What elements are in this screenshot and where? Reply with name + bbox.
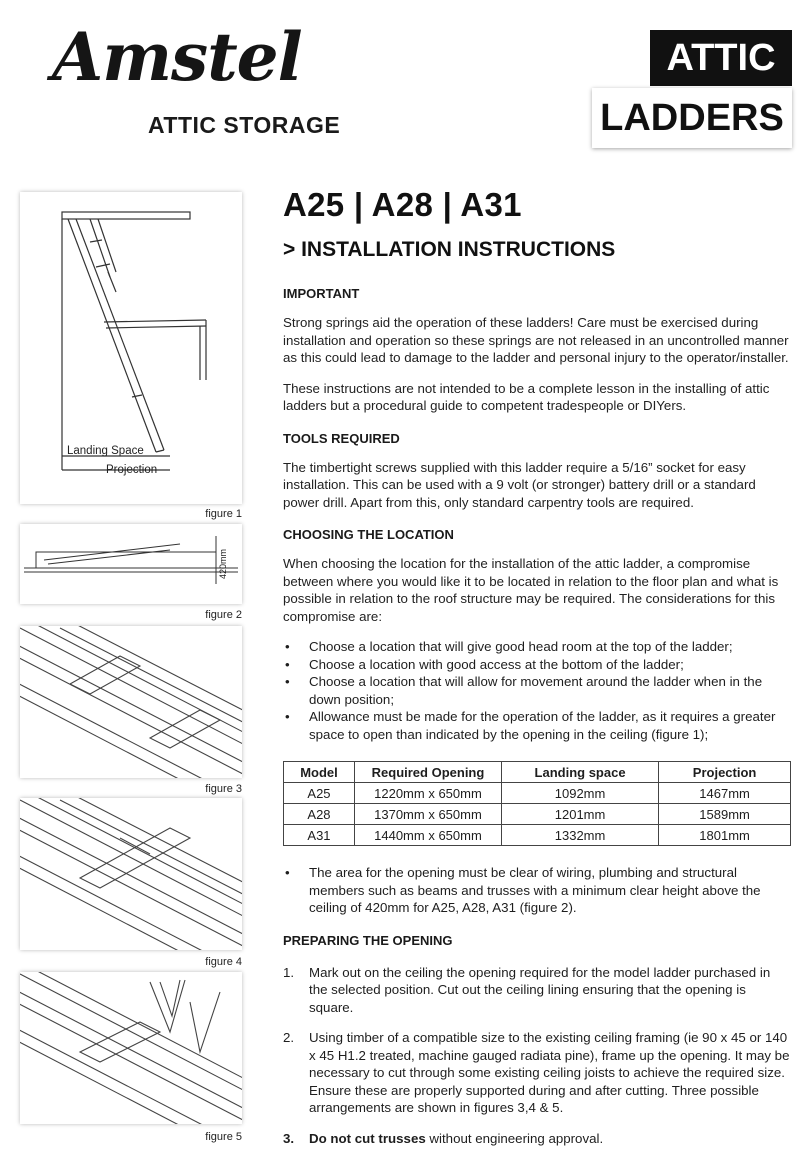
projection-label: Projection [106,464,158,476]
table-row [284,804,791,825]
list-item [283,1130,791,1148]
page-title: > INSTALLATION INSTRUCTIONS [283,238,616,261]
table-row [284,783,791,804]
figure-1 [20,192,242,504]
model-title: A25 | A28 | A31 [283,186,522,223]
column-header-model: Model [284,762,355,783]
tools-paragraph: The timbertight screws supplied with this ladder require a 5/16” socket for easy installation. This can be used with a 9 volt (or stronger) battery drill or a standard power drill. Apart from this, only standard carpentry tools are required. [283,459,756,510]
list-item [283,964,791,1017]
clear-height-label: 420mm [218,548,228,579]
list-item: • Allowance must be made for the operation of the ladder, as it requires a greater space to open than indicated by the opening in the ceiling (figure 1); [283,708,791,743]
table-cell: 1589mm [659,804,791,825]
important-heading: IMPORTANT [283,286,360,301]
list-item [283,1029,791,1117]
location-paragraph: When choosing the location for the installation of the attic ladder, a compromise between where you would like it to be located in relation to the floor plan and what is possible in relation to the roof structure may be required. The considerations for this compromise are: [283,556,779,624]
figure-4-caption: figure 4 [205,956,242,968]
tools-heading: TOOLS REQUIRED [283,430,400,446]
step-warning: Do not cut trusses [309,1130,426,1146]
figure-5-drawing [20,972,242,1124]
opening-heading: PREPARING THE OPENING [283,932,453,948]
figure-3 [20,626,242,778]
table-cell: 1801mm [659,825,791,846]
attic-tag: ATTIC [650,30,792,86]
location-bullet-list [283,638,791,743]
column-header-opening: Required Opening [354,762,501,783]
list-item: • Choose a location that will give good head room at the top of the ladder; [283,638,791,656]
step-number: 3. [283,1130,295,1146]
instructions-content [283,186,791,1160]
model-spec-table [283,761,791,846]
step-text: Using timber of a compatible size to the existing ceiling framing (ie 90 x 45 or 140 x 45 H1.2 treated, machine gauged radiata pine), frame up the opening. It may be necessary to cut through some existing ceiling joists to achieve the required size. Ensure these are properly supported during and after cutting. Three possible arrangements are shown in figures 3,4 & 5. [309,1030,790,1115]
figure-1-caption: figure 1 [205,508,242,520]
location-heading: CHOOSING THE LOCATION [283,527,454,542]
figure-1-drawing [20,192,242,504]
figure-4-drawing [20,798,242,950]
table-cell: A25 [284,783,355,804]
important-paragraph-1: Strong springs aid the operation of these ladders! Care must be exercised during installation and operation so these springs are not released in an uncontrolled manner as this could lead to damage to the ladder and personal injury to the operator/installer. [283,315,789,365]
table-row [284,825,791,846]
table-header-row [284,762,791,783]
important-paragraph-2: These instructions are not intended to be a complete lesson in the installing of attic ladders but a procedural guide to competent tradespeople or DIYers. [283,380,770,413]
figure-4 [20,798,242,950]
table-cell: 1220mm x 650mm [354,783,501,804]
brand-subtitle: ATTIC STORAGE [148,112,341,138]
figure-5-caption: figure 5 [205,1131,242,1143]
figure-3-drawing [20,626,242,778]
list-item: • Choose a location that will allow for movement around the ladder when in the down position; [283,673,791,708]
table-cell: 1370mm x 650mm [354,804,501,825]
brand-logo: Amstel [52,18,302,96]
step-number: 2. [283,1030,295,1045]
landing-space-label: Landing Space [67,445,144,457]
table-cell: A31 [284,825,355,846]
figure-3-caption: figure 3 [205,783,242,795]
opening-steps-list [283,964,791,1148]
figure-5 [20,972,242,1124]
step-number: 1. [283,964,295,980]
figure-2 [20,524,242,604]
column-header-projection: Projection [659,762,791,783]
table-cell: A28 [284,804,355,825]
step-text: without engineering approval. [425,1130,604,1146]
list-item: • Choose a location with good access at the bottom of the ladder; [283,656,791,674]
ladders-tag: LADDERS [592,88,792,148]
table-cell: 1440mm x 650mm [354,825,501,846]
step-text: Mark out on the ceiling the opening required for the model ladder purchased in the selected position. Cut out the ceiling lining ensuring that the opening is square. [309,964,771,1015]
column-header-landing: Landing space [501,762,658,783]
table-cell: 1201mm [501,804,658,825]
list-item: • The area for the opening must be clear of wiring, plumbing and structural members such as beams and trusses with a minimum clear height above the ceiling of 420mm for A25, A28, A31 (figure 2). [283,864,791,917]
figure-2-drawing [20,524,242,604]
table-cell: 1092mm [501,783,658,804]
table-cell: 1332mm [501,825,658,846]
clearance-bullet-list [283,864,791,917]
table-cell: 1467mm [659,783,791,804]
figure-2-caption: figure 2 [205,609,242,621]
